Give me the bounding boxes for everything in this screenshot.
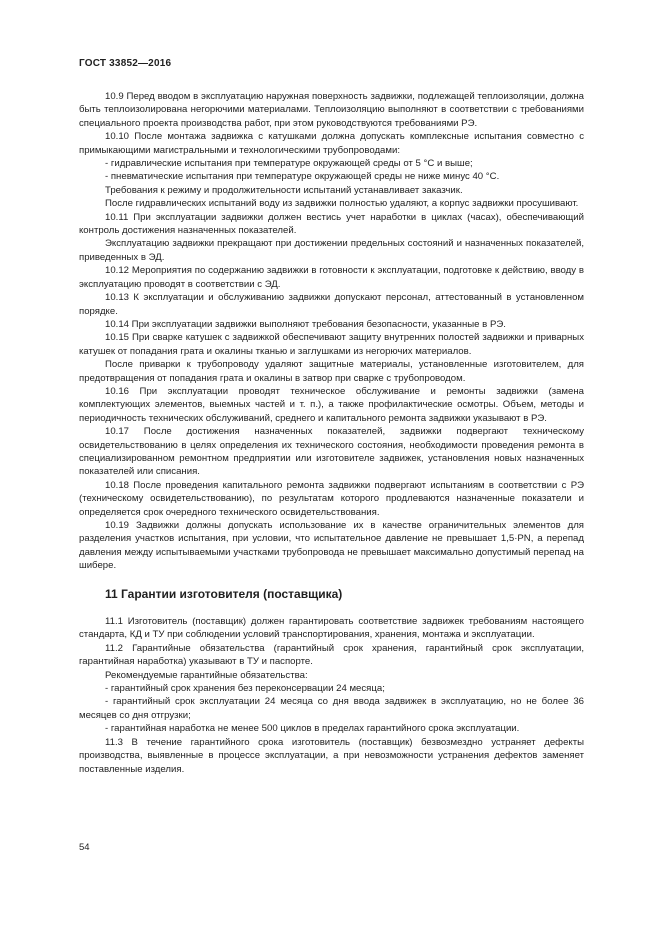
- paragraph-11-1: 11.1 Изготовитель (поставщик) должен гарантировать соответствие задвижек требованиям настоящего стандарта, КД и ТУ при соблюдении условий транспортирования, хранения, монтажа и эксплуатации.: [79, 616, 584, 641]
- paragraph-10-9: 10.9 Перед вводом в эксплуатацию наружная поверхность задвижки, подлежащей теплоизоляции, должна быть теплоизолирована негорючими материалами. Теплоизоляцию выполняют в соответствии с требованиями специального проекта производства работ, при этом руководствуются требованиями РЭ.: [79, 91, 584, 129]
- section-heading: 11 Гарантии изготовителя (поставщика): [105, 586, 343, 601]
- list-item: - гидравлические испытания при температуре окружающей среды от 5 °С и выше;: [105, 158, 473, 170]
- paragraph: Требования к режиму и продолжительности испытаний устанавливает заказчик.: [105, 184, 463, 196]
- paragraph-10-18: 10.18 После проведения капитального ремонта задвижки подвергают испытаниям в соответствии с РЭ (техническому освидетельствованию), по результатам которого продлеваются назначенные показатели и определяется срок очередного технического освидетельствования.: [79, 479, 584, 518]
- paragraph: После гидравлических испытаний воду из задвижки полностью удаляют, а корпус задвижки просушивают.: [105, 198, 579, 210]
- paragraph-10-17: 10.17 После достижения назначенных показателей, задвижки подвергают техническому освидетельствованию в целях определения их технического состояния, необходимости проведения ремонта в специализированном ремонтном предприятии или изготовителе задвижек, установления новых назначенных показателей или списания.: [79, 426, 584, 478]
- list-item: - гарантийный срок хранения без переконсервации 24 месяца;: [105, 683, 385, 695]
- paragraph-10-13: 10.13 К эксплуатации и обслуживанию задвижки допускают персонал, аттестованный в установленном порядке.: [79, 292, 584, 317]
- paragraph: После приварки к трубопроводу удаляют защитные материалы, установленные изготовителем, для предотвращения от попадания грата и окалины в затвор при сварке с трубопроводом.: [79, 359, 584, 384]
- document-body: [79, 90, 584, 776]
- page-number: 54: [79, 842, 90, 853]
- paragraph-11-3: 11.3 В течение гарантийного срока изготовитель (поставщик) безвозмездно устраняет дефекты производства, выявленные в процессе эксплуатации, а при невозможности устранения дефектов заменяет поставленные изделия.: [79, 736, 584, 775]
- paragraph: Рекомендуемые гарантийные обязательства:: [105, 669, 308, 681]
- paragraph-11-2: 11.2 Гарантийные обязательства (гарантийный срок хранения, гарантийный срок эксплуатации, гарантийная наработка) указывают в ТУ и паспорте.: [79, 642, 584, 668]
- list-item: - пневматические испытания при температуре окружающей среды не ниже минус 40 °С.: [105, 171, 500, 183]
- paragraph-10-14: 10.14 При эксплуатации задвижки выполняют требования безопасности, указанные в РЭ.: [105, 318, 506, 330]
- paragraph: Эксплуатацию задвижки прекращают при достижении предельных состояний и назначенных показателей, приведенных в ЭД.: [79, 238, 584, 263]
- paragraph-10-12: 10.12 Мероприятия по содержанию задвижки в готовности к эксплуатации, подготовке к действию, вводу в эксплуатацию проводят в соответствии с ЭД.: [79, 265, 584, 290]
- list-item: - гарантийная наработка не менее 500 циклов в пределах гарантийного срока эксплуатации.: [105, 723, 520, 735]
- list-item: - гарантийный срок эксплуатации 24 месяца со дня ввода задвижек в эксплуатацию, но не более 36 месяцев со дня отгрузки;: [79, 696, 584, 721]
- paragraph-10-11: 10.11 При эксплуатации задвижки должен вестись учет наработки в циклах (часах), обеспечивающий контроль достижения назначенных показателей.: [79, 211, 584, 237]
- paragraph-10-19: 10.19 Задвижки должны допускать использование их в качестве ограничительных элементов для разделения участков испытания, при условии, что испытательное давление не превышает 1,5·PN, а перепад давления между испытываемыми участками трубопровода не превышает максимально допустимый перепад на шибере.: [79, 520, 584, 572]
- standard-header: ГОСТ 33852—2016: [79, 58, 172, 69]
- paragraph-10-10: 10.10 После монтажа задвижка с катушками должна допускать комплексные испытания совместно с примыкающими магистральными и технологическими трубопроводами:: [79, 131, 584, 156]
- paragraph-10-16: 10.16 При эксплуатации проводят техническое обслуживание и ремонты задвижки (замена комплектующих элементов, выемных частей и т. п.), а также профилактические осмотры. Объем, методы и периодичность технических обслуживаний, среднего и капитального ремонта задвижки указывают в РЭ.: [79, 385, 584, 424]
- paragraph-10-15: 10.15 При сварке катушек с задвижкой обеспечивают защиту внутренних полостей задвижки и приварных катушек от попадания грата и окалины тканью и заглушками из негорючих материалов.: [79, 332, 584, 357]
